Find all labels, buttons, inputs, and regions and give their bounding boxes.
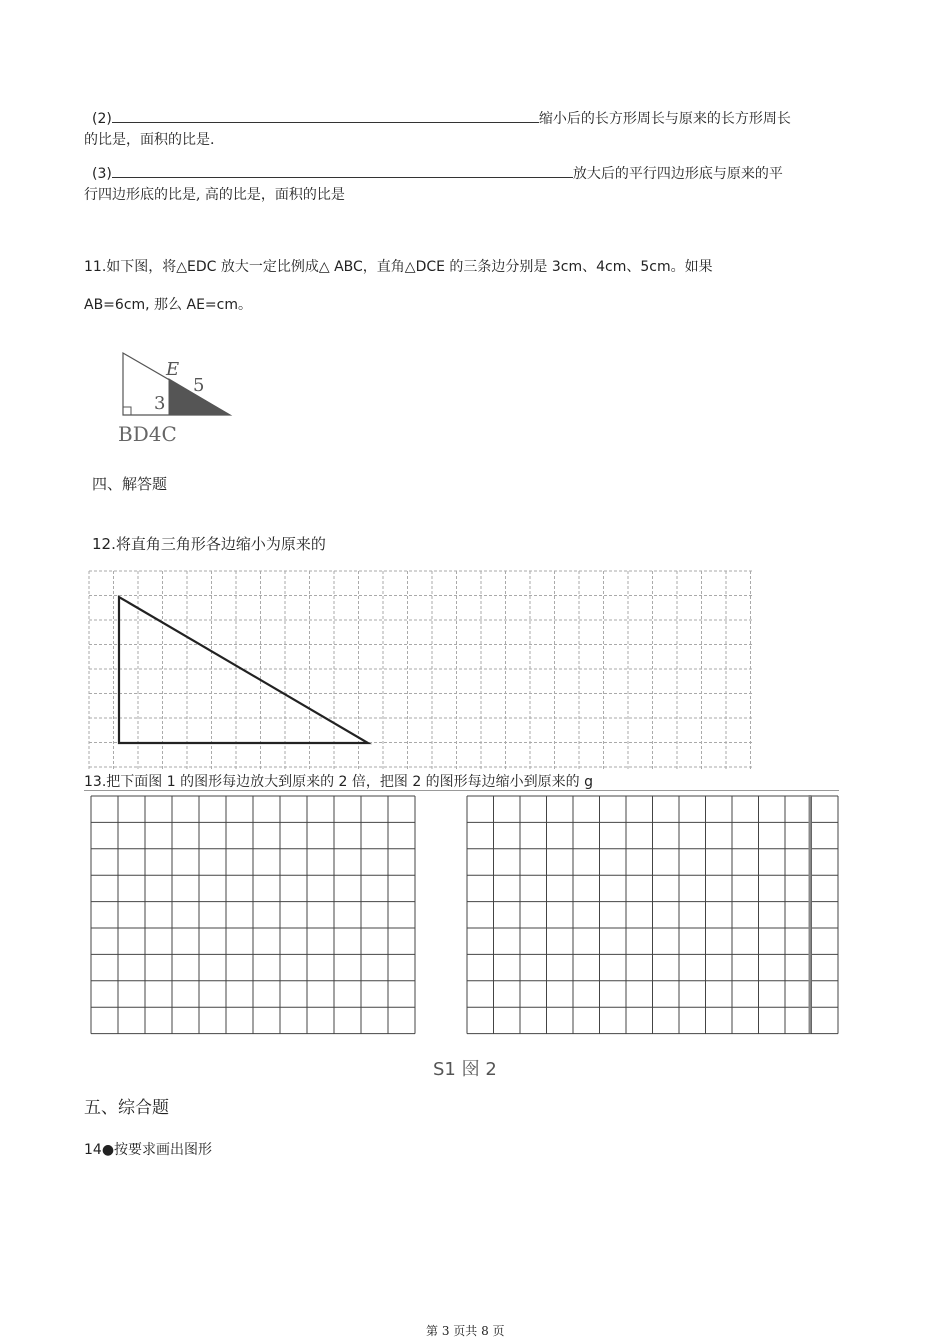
q10-part2-blank	[112, 108, 539, 123]
q10-part2-line2: 的比是，面积的比是.	[84, 132, 215, 148]
q14-text: 14●按要求画出图形	[84, 1142, 213, 1158]
q10-part3-line2: 行四边形底的比是, 高的比是，面积的比是	[84, 187, 345, 203]
section5-heading: 五、综合题	[84, 1098, 169, 1118]
q10-part2-line1	[92, 108, 791, 129]
q10-part2-tail: 缩小后的长方形周长与原来的长方形周长	[538, 111, 791, 127]
label-bd4c: BD4C	[118, 422, 177, 446]
label-e: E	[166, 359, 180, 380]
q10-part3-label: (3)	[92, 166, 112, 182]
q10-part3-line1	[92, 163, 783, 184]
label-3: 3	[154, 393, 166, 414]
q13-text: 13.把下面图 1 的图形每边放大到原来的 2 倍，把图 2 的图形每边缩小到原来的 g	[84, 774, 594, 790]
q12-right-triangle	[119, 597, 368, 743]
q13-rule	[84, 790, 839, 791]
q12-text: 12.将直角三角形各边缩小为原来的	[92, 535, 326, 553]
section4-heading-clip	[92, 468, 168, 493]
section4-heading: 四、解答题	[92, 475, 168, 493]
label-5: 5	[193, 375, 205, 396]
q10-part3-tail: 放大后的平行四边形底与原来的平	[572, 166, 783, 182]
q12-dashed-grid	[88, 570, 754, 772]
q13-grid-1	[90, 795, 416, 1035]
q12-clip	[92, 530, 326, 553]
q11-line2: AB=6cm, 那么 AE=cm。	[84, 297, 252, 313]
page-footer: 第 3 页共 8 页	[426, 1324, 505, 1338]
q11-line1: 11.如下图，将△EDC 放大一定比例成△ ABC，直角△DCE 的三条边分别是 3cm、4cm、5cm。如果	[84, 259, 713, 275]
q10-part2-label: (2)	[92, 111, 112, 127]
q11-triangle-figure	[110, 345, 240, 450]
right-angle-mark	[123, 407, 131, 415]
figure-caption: S1 囹 2	[433, 1059, 497, 1080]
q10-part3-blank	[112, 163, 573, 178]
q13-grid-2	[466, 795, 840, 1035]
